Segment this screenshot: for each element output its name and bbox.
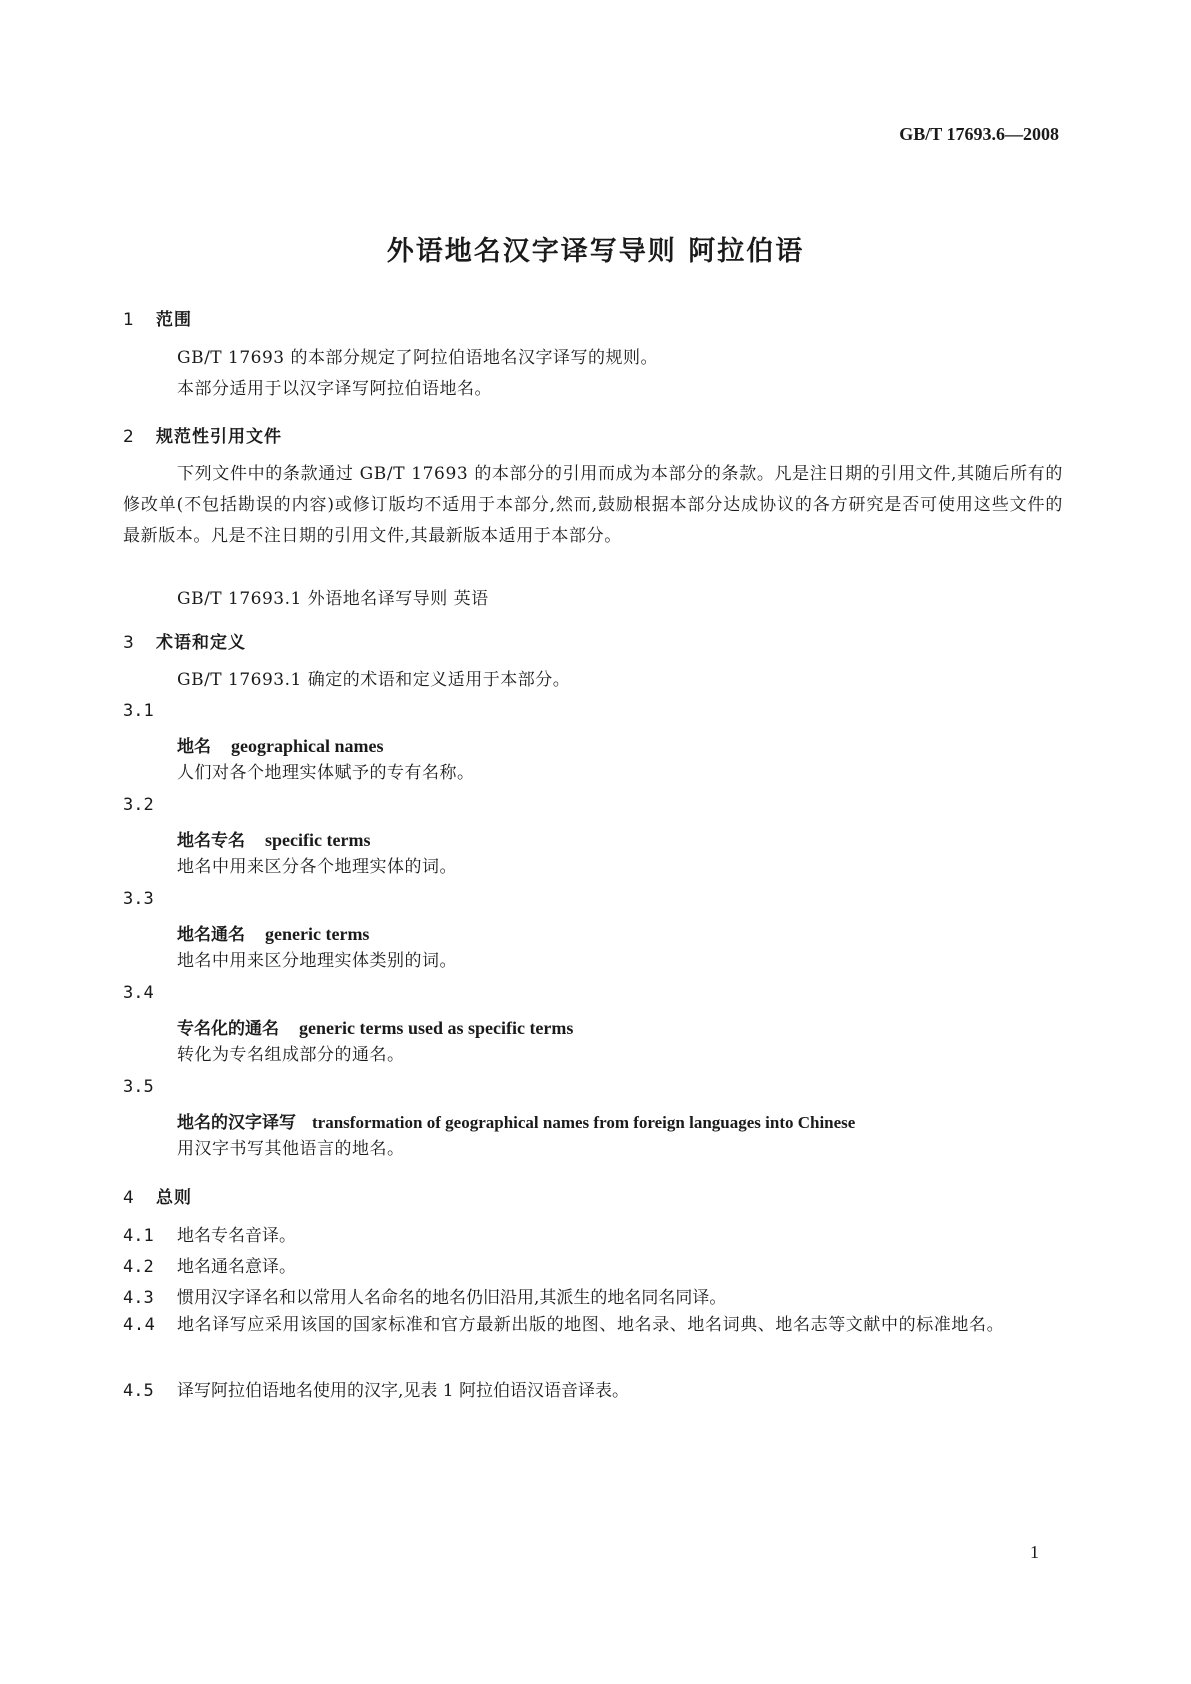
clause-number: 3.1	[123, 701, 154, 721]
item-text: 惯用汉字译名和以常用人名命名的地名仍旧沿用,其派生的地名同名同译。	[177, 1288, 727, 1308]
section-title: 规范性引用文件	[156, 427, 282, 447]
term-entry	[177, 1108, 855, 1133]
section-title: 术语和定义	[156, 633, 246, 653]
item-text: 地名专名音译。	[177, 1226, 296, 1246]
terms-intro: GB/T 17693.1 确定的术语和定义适用于本部分。	[177, 670, 571, 690]
clause-number: 3.3	[123, 889, 154, 909]
term-definition: 转化为专名组成部分的通名。	[177, 1045, 405, 1065]
clause-number: 3.2	[123, 795, 154, 815]
document-title: 外语地名汉字译写导则 阿拉伯语	[386, 236, 805, 267]
scope-line-1: GB/T 17693 的本部分规定了阿拉伯语地名汉字译写的规则。	[177, 348, 659, 368]
term-entry	[177, 732, 384, 757]
general-item	[123, 1221, 296, 1246]
clause-number: 3.5	[123, 1077, 154, 1097]
general-item	[123, 1376, 629, 1401]
term-en: geographical names	[231, 736, 384, 756]
term-zh: 地名专名	[177, 831, 245, 851]
item-text: 译写阿拉伯语地名使用的汉字,见表 1 阿拉伯语汉语音译表。	[177, 1381, 630, 1401]
general-item	[123, 1283, 726, 1308]
normative-references-paragraph: 下列文件中的条款通过 GB/T 17693 的本部分的引用而成为本部分的条款。凡是注日期的引用文件,其随后所有的修改单(不包括勘误的内容)或修订版均不适用于本部分,然而,鼓励根据本部分达成协议的各方研究是否可使用这些文件的最新版本。凡是不注日期的引用文件,其最新版本适用于本部分。	[123, 464, 1063, 546]
term-en: generic terms used as specific terms	[299, 1018, 574, 1038]
section-3-heading	[123, 628, 246, 653]
term-entry	[177, 826, 370, 851]
term-definition: 人们对各个地理实体赋予的专有名称。	[177, 763, 475, 783]
section-2-heading	[123, 422, 282, 447]
term-en: specific terms	[265, 830, 371, 850]
term-definition: 地名中用来区分各个地理实体的词。	[177, 857, 457, 877]
section-1-heading	[123, 305, 192, 330]
term-en: generic terms	[265, 924, 370, 944]
item-number: 4.4	[123, 1315, 156, 1335]
term-entry	[177, 920, 369, 945]
section-number: 3	[123, 633, 135, 653]
item-text: 地名译写应采用该国的国家标准和官方最新出版的地图、地名录、地名词典、地名志等文献中的标准地名。	[177, 1315, 1005, 1335]
section-4-heading	[123, 1183, 192, 1208]
term-definition: 用汉字书写其他语言的地名。	[177, 1139, 405, 1159]
section-title: 总则	[156, 1188, 192, 1208]
general-item	[123, 1310, 1063, 1341]
term-en: transformation of geographical names from foreign languages into Chinese	[312, 1113, 856, 1132]
scope-line-2: 本部分适用于以汉字译写阿拉伯语地名。	[177, 379, 492, 399]
section-number: 2	[123, 427, 135, 447]
term-definition: 地名中用来区分地理实体类别的词。	[177, 951, 457, 971]
term-zh: 地名	[177, 737, 211, 757]
item-number: 4.3	[123, 1288, 154, 1308]
section-number: 1	[123, 310, 135, 330]
general-item	[123, 1252, 296, 1277]
reference-item: GB/T 17693.1 外语地名译写导则 英语	[177, 589, 489, 609]
clause-number: 3.4	[123, 983, 154, 1003]
term-zh: 地名通名	[177, 925, 245, 945]
term-entry	[177, 1014, 573, 1039]
item-number: 4.1	[123, 1226, 154, 1246]
item-number: 4.2	[123, 1257, 154, 1277]
term-zh: 专名化的通名	[177, 1019, 279, 1039]
section-title: 范围	[156, 310, 192, 330]
page-number: 1	[1030, 1542, 1039, 1562]
term-zh: 地名的汉字译写	[177, 1113, 296, 1133]
standard-code: GB/T 17693.6—2008	[899, 124, 1059, 144]
item-number: 4.5	[123, 1381, 154, 1401]
section-number: 4	[123, 1188, 135, 1208]
item-text: 地名通名意译。	[177, 1257, 296, 1277]
